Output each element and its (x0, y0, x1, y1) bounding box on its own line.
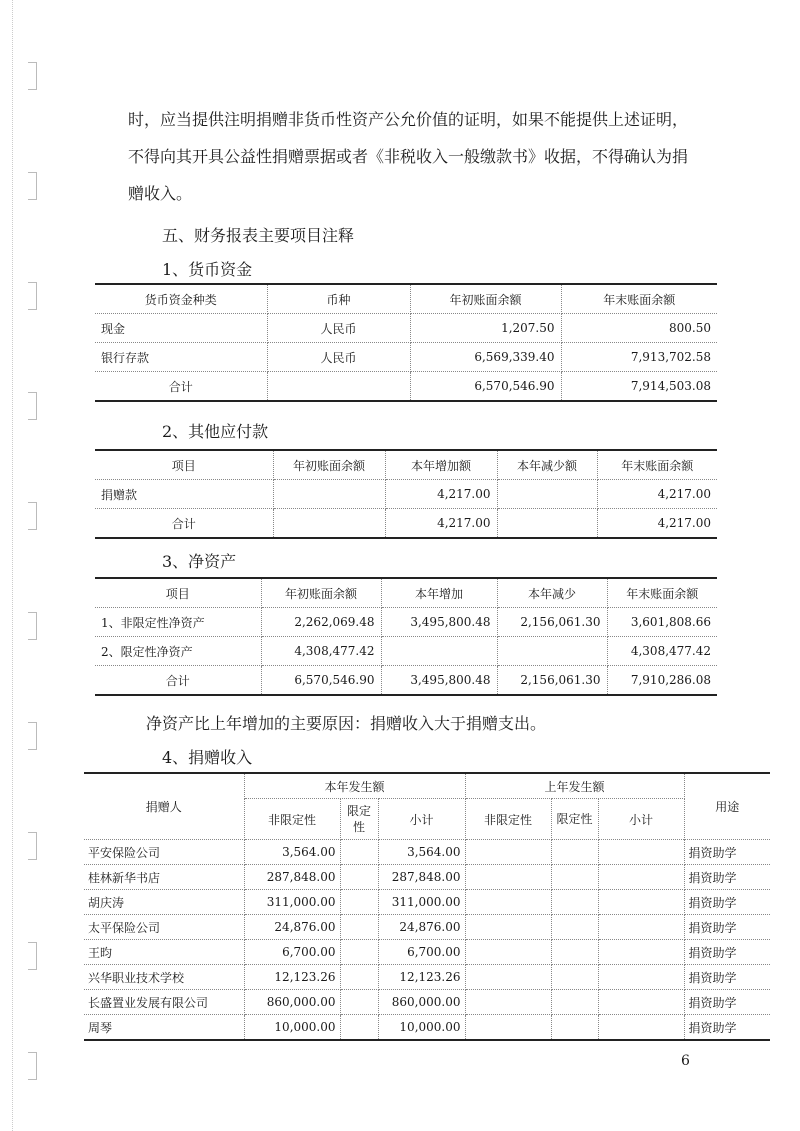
table-cell: 6,570,546.90 (410, 372, 561, 402)
table-cell: 10,000.00 (378, 1015, 465, 1041)
table-cell (340, 990, 378, 1015)
table-cell: 4,217.00 (597, 509, 717, 539)
table-cell: 现金 (95, 314, 267, 343)
table-cell (598, 865, 684, 890)
header-cell: 限定性 (551, 799, 598, 840)
table-cell: 12,123.26 (244, 965, 340, 990)
table-row (84, 915, 770, 940)
table-cell: 2、限定性净资产 (95, 637, 261, 666)
table-cell (465, 890, 551, 915)
table-cell: 3,495,800.48 (381, 608, 497, 637)
table-cell: 311,000.00 (244, 890, 340, 915)
s4-title: 4、捐赠收入 (162, 748, 253, 767)
table-cell: 7,914,503.08 (561, 372, 717, 402)
binding-hole (28, 1052, 37, 1080)
table-cell: 2,156,061.30 (497, 666, 607, 696)
table-cell (340, 1015, 378, 1041)
table-cell: 合计 (95, 509, 273, 539)
table-cell (497, 509, 597, 539)
use-cell: 捐资助学 (684, 990, 770, 1015)
table-cell: 3,564.00 (378, 840, 465, 865)
header-cell: 币种 (267, 284, 410, 314)
donor-cell: 长盛置业发展有限公司 (84, 990, 244, 1015)
table-cell (340, 965, 378, 990)
binding-hole (28, 282, 37, 310)
table-cell: 311,000.00 (378, 890, 465, 915)
table-cell (465, 965, 551, 990)
table-cell (340, 865, 378, 890)
table-cell: 1,207.50 (410, 314, 561, 343)
table-cell: 4,217.00 (385, 480, 497, 509)
table-header-row (84, 773, 770, 799)
table-cell: 287,848.00 (378, 865, 465, 890)
table-row (84, 990, 770, 1015)
table-cell: 6,700.00 (244, 940, 340, 965)
use-cell: 捐资助学 (684, 915, 770, 940)
donation-income-table (84, 772, 770, 1041)
header-cell: 本年减少额 (497, 450, 597, 480)
header-cell: 用途 (684, 773, 770, 840)
table-cell (551, 915, 598, 940)
table-cell: 3,601,808.66 (607, 608, 717, 637)
header-cell: 年初账面余额 (261, 578, 381, 608)
section-5-title: 五、财务报表主要项目注释 (162, 226, 355, 245)
table-cell (551, 965, 598, 990)
table-cell (551, 990, 598, 1015)
use-cell: 捐资助学 (684, 1015, 770, 1041)
table-cell (465, 1015, 551, 1041)
table-row-total (95, 372, 717, 402)
table-row (84, 940, 770, 965)
table-cell (598, 915, 684, 940)
binding-hole (28, 392, 37, 420)
table-cell (551, 840, 598, 865)
table-row (84, 1015, 770, 1041)
table-cell: 合计 (95, 666, 261, 696)
table-cell: 2,262,069.48 (261, 608, 381, 637)
header-cell: 小计 (598, 799, 684, 840)
table-cell: 4,308,477.42 (607, 637, 717, 666)
header-cell: 本年增加额 (385, 450, 497, 480)
table-cell (465, 865, 551, 890)
table-cell (598, 965, 684, 990)
table-cell (598, 990, 684, 1015)
table-cell: 6,570,546.90 (261, 666, 381, 696)
use-cell: 捐资助学 (684, 940, 770, 965)
header-cell: 年末账面余额 (607, 578, 717, 608)
table-header-row (95, 578, 717, 608)
table-cell: 合计 (95, 372, 267, 402)
intro-line-2: 不得向其开具公益性捐赠票据或者《非税收入一般缴款书》收据，不得确认为捐 (128, 147, 689, 166)
donor-cell: 王昀 (84, 940, 244, 965)
table-cell: 1、非限定性净资产 (95, 608, 261, 637)
table-row (95, 343, 717, 372)
table-row (84, 865, 770, 890)
s3-title: 3、净资产 (162, 552, 237, 571)
header-cell: 年初账面余额 (410, 284, 561, 314)
table-cell: 860,000.00 (244, 990, 340, 1015)
table-cell (598, 940, 684, 965)
cash-table (95, 283, 717, 402)
table-cell: 6,569,339.40 (410, 343, 561, 372)
header-cell: 上年发生额 (465, 773, 684, 799)
table-cell (598, 1015, 684, 1041)
donor-cell: 胡庆涛 (84, 890, 244, 915)
table-cell: 捐赠款 (95, 480, 273, 509)
header-cell: 年末账面余额 (597, 450, 717, 480)
use-cell: 捐资助学 (684, 965, 770, 990)
header-cell: 非限定性 (465, 799, 551, 840)
table-cell: 10,000.00 (244, 1015, 340, 1041)
header-cell: 非限定性 (244, 799, 340, 840)
table-cell: 4,217.00 (385, 509, 497, 539)
table-cell: 24,876.00 (244, 915, 340, 940)
table-cell: 人民币 (267, 314, 410, 343)
binding-hole (28, 722, 37, 750)
binding-hole (28, 942, 37, 970)
header-cell: 限定性 (340, 799, 378, 840)
binding-hole (28, 832, 37, 860)
table-row (84, 840, 770, 865)
header-cell: 本年减少 (497, 578, 607, 608)
table-row (95, 608, 717, 637)
donor-cell: 兴华职业技术学校 (84, 965, 244, 990)
table-cell (340, 915, 378, 940)
table-cell (465, 840, 551, 865)
header-cell: 年初账面余额 (273, 450, 385, 480)
table-cell: 4,308,477.42 (261, 637, 381, 666)
header-cell: 小计 (378, 799, 465, 840)
table-cell: 6,700.00 (378, 940, 465, 965)
table-cell: 7,910,286.08 (607, 666, 717, 696)
table-row (84, 890, 770, 915)
table-cell (273, 509, 385, 539)
use-cell: 捐资助学 (684, 865, 770, 890)
table-cell: 287,848.00 (244, 865, 340, 890)
header-cell: 项目 (95, 450, 273, 480)
s2-title: 2、其他应付款 (162, 422, 269, 441)
table-cell: 24,876.00 (378, 915, 465, 940)
table-cell (551, 940, 598, 965)
intro-line-3: 赠收入。 (128, 184, 193, 203)
table-cell (598, 890, 684, 915)
header-cell: 本年发生额 (244, 773, 465, 799)
table-cell (551, 865, 598, 890)
table-row (84, 965, 770, 990)
binding-hole (28, 172, 37, 200)
net-assets-note: 净资产比上年增加的主要原因：捐赠收入大于捐赠支出。 (146, 714, 547, 733)
table-row-total (95, 666, 717, 696)
table-cell (340, 890, 378, 915)
binding-margin (0, 0, 13, 1131)
table-row (95, 480, 717, 509)
s1-title: 1、货币资金 (162, 260, 253, 279)
table-cell (465, 990, 551, 1015)
table-cell: 800.50 (561, 314, 717, 343)
table-cell (267, 372, 410, 402)
table-cell: 银行存款 (95, 343, 267, 372)
donor-cell: 太平保险公司 (84, 915, 244, 940)
table-cell: 3,495,800.48 (381, 666, 497, 696)
table-cell (340, 840, 378, 865)
page-number: 6 (681, 1053, 690, 1069)
table-cell: 人民币 (267, 343, 410, 372)
header-cell: 捐赠人 (84, 773, 244, 840)
table-row (95, 314, 717, 343)
table-cell: 3,564.00 (244, 840, 340, 865)
other-payables-table (95, 449, 717, 539)
donor-cell: 桂林新华书店 (84, 865, 244, 890)
donor-cell: 平安保险公司 (84, 840, 244, 865)
binding-hole (28, 62, 37, 90)
table-header-row (95, 450, 717, 480)
header-cell: 货币资金种类 (95, 284, 267, 314)
table-row (95, 637, 717, 666)
intro-line-1: 时，应当提供注明捐赠非货币性资产公允价值的证明，如果不能提供上述证明， (128, 110, 689, 129)
use-cell: 捐资助学 (684, 840, 770, 865)
header-cell: 本年增加 (381, 578, 497, 608)
table-row-total (95, 509, 717, 539)
table-cell (273, 480, 385, 509)
header-cell: 项目 (95, 578, 261, 608)
table-cell: 2,156,061.30 (497, 608, 607, 637)
donor-cell: 周琴 (84, 1015, 244, 1041)
table-cell (465, 915, 551, 940)
table-header-row (95, 284, 717, 314)
use-cell: 捐资助学 (684, 890, 770, 915)
table-cell (381, 637, 497, 666)
table-cell (551, 1015, 598, 1041)
table-cell: 7,913,702.58 (561, 343, 717, 372)
header-cell: 年末账面余额 (561, 284, 717, 314)
net-assets-table (95, 577, 717, 696)
table-cell (551, 890, 598, 915)
table-cell (497, 480, 597, 509)
table-cell (340, 940, 378, 965)
table-cell (465, 940, 551, 965)
binding-hole (28, 612, 37, 640)
table-cell: 12,123.26 (378, 965, 465, 990)
binding-hole (28, 502, 37, 530)
table-cell (497, 637, 607, 666)
table-cell: 4,217.00 (597, 480, 717, 509)
table-cell (598, 840, 684, 865)
table-cell: 860,000.00 (378, 990, 465, 1015)
